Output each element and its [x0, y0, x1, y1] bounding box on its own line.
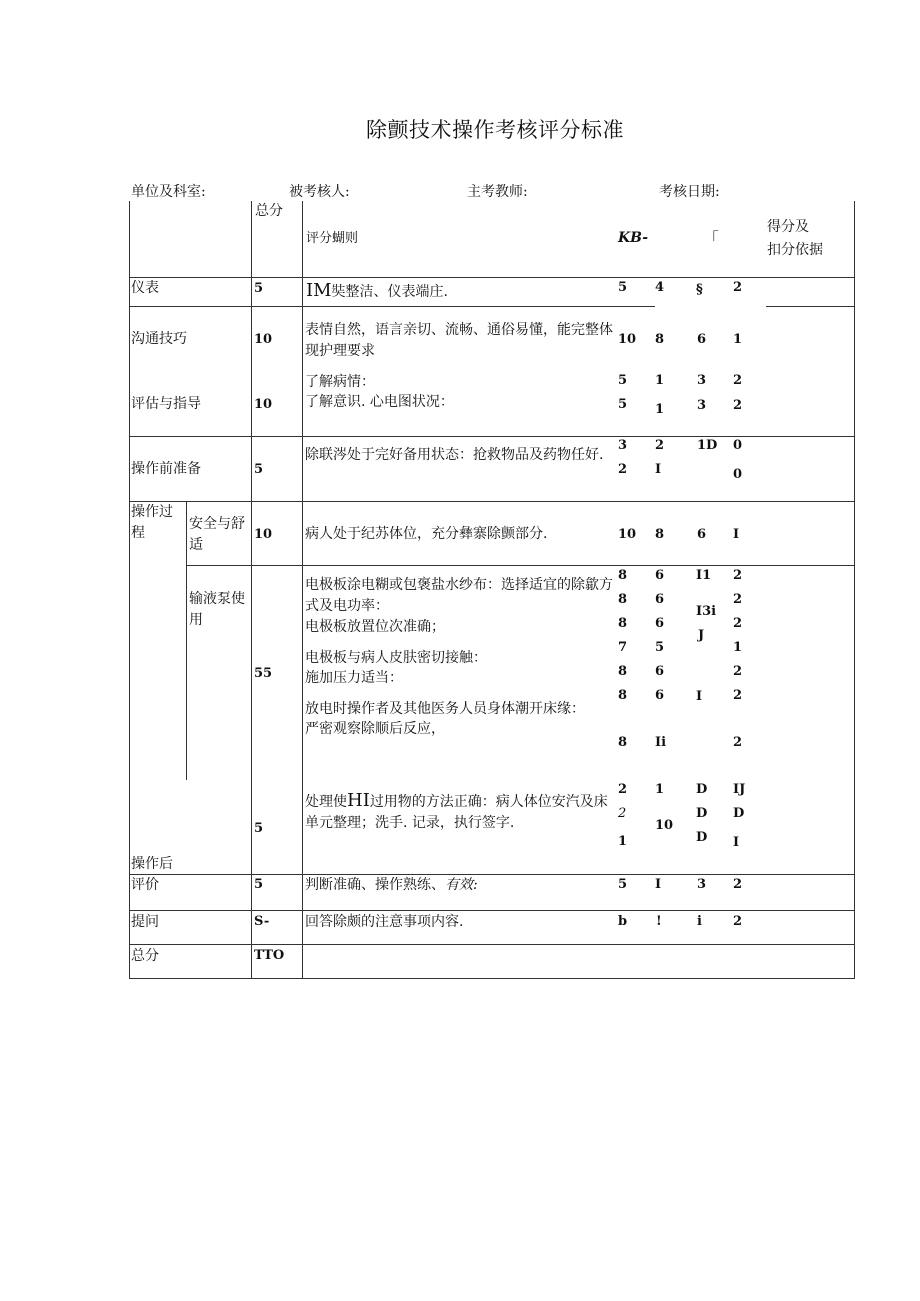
page-title: 除颤技术操作考核评分标准: [366, 118, 624, 142]
score-a: 2: [618, 806, 627, 821]
score-d: 2: [733, 373, 743, 388]
score-d: 2: [733, 914, 743, 929]
col-criteria-header: 评分蝴则: [306, 231, 359, 246]
score-d: IJ: [733, 782, 746, 797]
total-score: 10: [254, 527, 273, 542]
col-total-header: 总分: [255, 203, 283, 219]
score-a: 2: [618, 462, 628, 477]
score-c: i: [697, 914, 702, 929]
criteria-text: 表情自然，语言亲切、流畅、通俗易懂，能完整体现护理要求: [305, 322, 613, 359]
score-d: I: [733, 835, 740, 850]
criteria-text: 病人处于纪苏体位，充分彝寨除颤部分.: [305, 526, 548, 542]
score-b: 2: [655, 438, 665, 453]
score-a: 5: [618, 280, 628, 295]
score-a: 8: [618, 688, 628, 703]
score-a: 8: [618, 592, 628, 607]
sub-item-label: 输液泵使用: [189, 591, 245, 628]
criteria-text-2: 了解意识. 心电图状况：: [305, 394, 454, 410]
item-label: 仪表: [131, 280, 159, 296]
item-label: 操作后: [131, 856, 173, 872]
score-b: 6: [655, 616, 665, 631]
score-b: 1: [655, 402, 665, 417]
item-label: 操作前准备: [131, 461, 201, 477]
criteria-text: 处理使HI过用物的方法正确：病人体位安汽及床单元整理；洗手. 记录，执行签字.: [305, 790, 608, 831]
score-b: 1: [655, 373, 665, 388]
score-b: 8: [655, 332, 665, 347]
examiner-label: 主考教师:: [467, 184, 528, 200]
score-c: 3: [697, 398, 707, 413]
score-d: 2: [733, 280, 743, 295]
score-c: D: [696, 806, 708, 821]
score-a: 2: [618, 782, 628, 797]
score-b: 5: [655, 640, 665, 655]
col-score-basis-header-1: 得分及: [767, 219, 809, 235]
score-d: 1: [733, 640, 743, 655]
criteria-text-2: 电极板放置位次准确；: [305, 619, 445, 635]
criteria-text-3: 电极板与病人皮肤密切接触：: [305, 650, 487, 666]
criteria-text-4: 施加压力适当：: [305, 670, 403, 686]
score-a: 3: [618, 438, 628, 453]
score-d: D: [733, 806, 745, 821]
score-a: 1: [618, 834, 628, 849]
criteria-text-6: 严密观察除顺后反应，: [305, 721, 445, 737]
sub-item-label: 安全与舒适: [189, 516, 245, 553]
unit-label: 单位及科室:: [131, 184, 206, 200]
score-d: 0: [733, 467, 743, 482]
score-a: 8: [618, 616, 628, 631]
score-c: 1D: [697, 438, 718, 453]
total-score: 10: [254, 332, 273, 347]
score-a: 5: [618, 397, 628, 412]
score-d: 2: [733, 664, 743, 679]
col-score-basis-header-2: 扣分依据: [767, 242, 823, 258]
total-score: 5: [254, 462, 264, 477]
total-score: 5: [254, 877, 264, 892]
score-c: D: [696, 830, 708, 845]
criteria-text: 除联涔处于完好备用状态：抢救物品及药物任好.: [305, 447, 604, 463]
score-c: I1: [696, 568, 712, 583]
col-grade-b-header: 「: [703, 229, 720, 248]
score-c: 6: [697, 527, 707, 542]
total-score: 10: [254, 397, 273, 412]
score-c: 6: [697, 332, 707, 347]
score-b: 8: [655, 527, 665, 542]
total-score: 5: [254, 821, 264, 836]
score-a: 8: [618, 735, 628, 750]
score-b: I: [655, 462, 662, 477]
score-b: !: [656, 914, 662, 929]
score-b: 10: [655, 818, 674, 833]
score-d: I: [733, 527, 740, 542]
score-a: 5: [618, 877, 628, 892]
score-c: I3i: [696, 604, 717, 619]
criteria-text: 判断准确、操作熟练、有效:: [305, 877, 478, 893]
score-b: 6: [655, 592, 665, 607]
score-d: 0: [733, 438, 743, 453]
score-d: 2: [733, 592, 743, 607]
score-d: 2: [733, 735, 743, 750]
score-c: D: [696, 782, 708, 797]
score-c: 3: [697, 373, 707, 388]
score-a: 10: [618, 332, 637, 347]
score-c: 3: [697, 877, 707, 892]
item-label: 沟通技巧: [131, 331, 187, 347]
criteria-text-5: 放电时操作者及其他医务人员身体潮开床缘：: [305, 701, 585, 717]
item-label: 评价: [131, 877, 159, 893]
score-b: Ii: [655, 735, 667, 750]
score-d: 2: [733, 877, 743, 892]
score-d: 2: [733, 616, 743, 631]
score-a: 10: [618, 527, 637, 542]
item-label: 评估与指导: [131, 396, 201, 412]
score-a: 7: [618, 640, 628, 655]
examinee-label: 被考核人:: [289, 184, 350, 200]
score-b: I: [655, 877, 662, 892]
criteria-text-1: 了解病情：: [305, 374, 375, 390]
score-a: b: [618, 914, 628, 929]
score-b: 6: [655, 568, 665, 583]
criteria-text: 回答除颇的注意事项内容.: [305, 914, 464, 930]
total-score: 55: [254, 666, 273, 681]
col-grade-a-header: KB-: [618, 230, 649, 246]
criteria-text: IM奘整洁、仪表端庄.: [306, 280, 448, 301]
score-c: §: [696, 282, 703, 297]
score-a: 8: [618, 568, 628, 583]
total-score: 5: [254, 281, 264, 296]
total-score: S-: [254, 914, 270, 929]
score-c: I: [696, 689, 703, 704]
score-d: 2: [733, 568, 743, 583]
score-a: 5: [618, 373, 628, 388]
score-d: 2: [733, 688, 743, 703]
criteria-text-1: 电极板涂电糊或包褒盐水纱布：选择适宜的除歙方式及电功率：: [305, 577, 613, 614]
date-label: 考核日期:: [659, 184, 720, 200]
group-label: 操作过程: [131, 504, 173, 541]
score-c: J: [698, 628, 705, 643]
item-label: 提问: [131, 914, 159, 930]
score-b: 1: [655, 782, 665, 797]
item-label: 总分: [131, 948, 159, 964]
score-b: 6: [655, 664, 665, 679]
score-d: 1: [733, 332, 743, 347]
score-b: 6: [655, 688, 665, 703]
score-d: 2: [733, 398, 743, 413]
score-a: 8: [618, 664, 628, 679]
score-b: 4: [655, 280, 665, 295]
total-score: TTO: [254, 948, 285, 963]
